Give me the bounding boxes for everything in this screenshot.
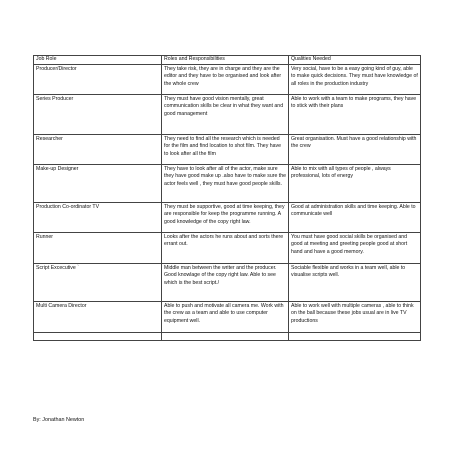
table-row xyxy=(34,95,421,135)
cell-job-role: Series Producer xyxy=(34,95,162,135)
cell-job-role: Multi Camera Director xyxy=(34,302,162,333)
cell-qualities: You must have good social skills be organised and good at meeting and greeting people good at short hand and have a good memory. xyxy=(289,233,421,264)
table-row xyxy=(34,65,421,95)
cell-qualities xyxy=(289,333,421,341)
header-qualities-needed: Qualities Needed xyxy=(289,56,421,65)
table-body xyxy=(34,65,421,341)
header-job-role: Job Role xyxy=(34,56,162,65)
header-row xyxy=(34,56,421,65)
cell-qualities: Able to mix with all types of people , always professional, lots of energy xyxy=(289,165,421,203)
cell-responsibilities: They must have good vision mentally, great communication skills be clear in what they want and good management xyxy=(162,95,289,135)
cell-responsibilities: They have to look after all of the actor, make sure they have good make up .also have to make sure the actor feels well , they must have good people skills. xyxy=(162,165,289,203)
cell-responsibilities: They need to find all the research which is needed for the film and find location to shot film. They have to look after all the film xyxy=(162,135,289,165)
cell-qualities: Able to work with a team to make programs, they have to stick with their plans xyxy=(289,95,421,135)
cell-responsibilities: They must be supportive, good at time keeping, they are responsible for keep the programme running. A good knowledge of the copy right law. xyxy=(162,203,289,233)
job-roles-table xyxy=(33,55,421,341)
cell-qualities: Able to work well with multiple cameras , able to think on the ball because these jobs usual are in live TV productions xyxy=(289,302,421,333)
author-credit: By: Jonathan Newton xyxy=(33,417,85,423)
cell-responsibilities: Middle man between the writer and the producer. Good knowlage of the copy right law. Able to see which is the best script./ xyxy=(162,264,289,302)
table-row xyxy=(34,264,421,302)
header-roles-responsibilities: Roles and Responsibilities xyxy=(162,56,289,65)
table-row xyxy=(34,302,421,333)
table-row xyxy=(34,203,421,233)
table-row xyxy=(34,233,421,264)
cell-job-role: Script Excecutive ` xyxy=(34,264,162,302)
cell-job-role: Make-up Designer xyxy=(34,165,162,203)
cell-job-role: Production Co-ordinator TV xyxy=(34,203,162,233)
cell-qualities: Sociable flexible and works in a team well, able to visualise scripts well. xyxy=(289,264,421,302)
cell-responsibilities xyxy=(162,333,289,341)
table-row xyxy=(34,165,421,203)
cell-job-role xyxy=(34,333,162,341)
cell-job-role: Producer/Director xyxy=(34,65,162,95)
table-header xyxy=(34,56,421,65)
cell-job-role: Runner xyxy=(34,233,162,264)
cell-job-role: Researcher xyxy=(34,135,162,165)
cell-qualities: Very social, have to be a easy going kind of guy, able to make quick decisions. They must have knowledge of all roles in the production industry xyxy=(289,65,421,95)
cell-responsibilities: Looks after the actors he runs about and sorts there errant out. xyxy=(162,233,289,264)
cell-qualities: Good at administration skills and time keeping. Able to communicate well xyxy=(289,203,421,233)
cell-qualities: Great organisation. Must have a good relationship with the crew xyxy=(289,135,421,165)
table-row xyxy=(34,333,421,341)
cell-responsibilities: Able to push and motivate all camera me. Work with the crew as a team and able to use computer equipment well. xyxy=(162,302,289,333)
cell-responsibilities: They take risk, they are in charge and they are the editor and they have to be organised and look after the whole crew xyxy=(162,65,289,95)
table-row xyxy=(34,135,421,165)
